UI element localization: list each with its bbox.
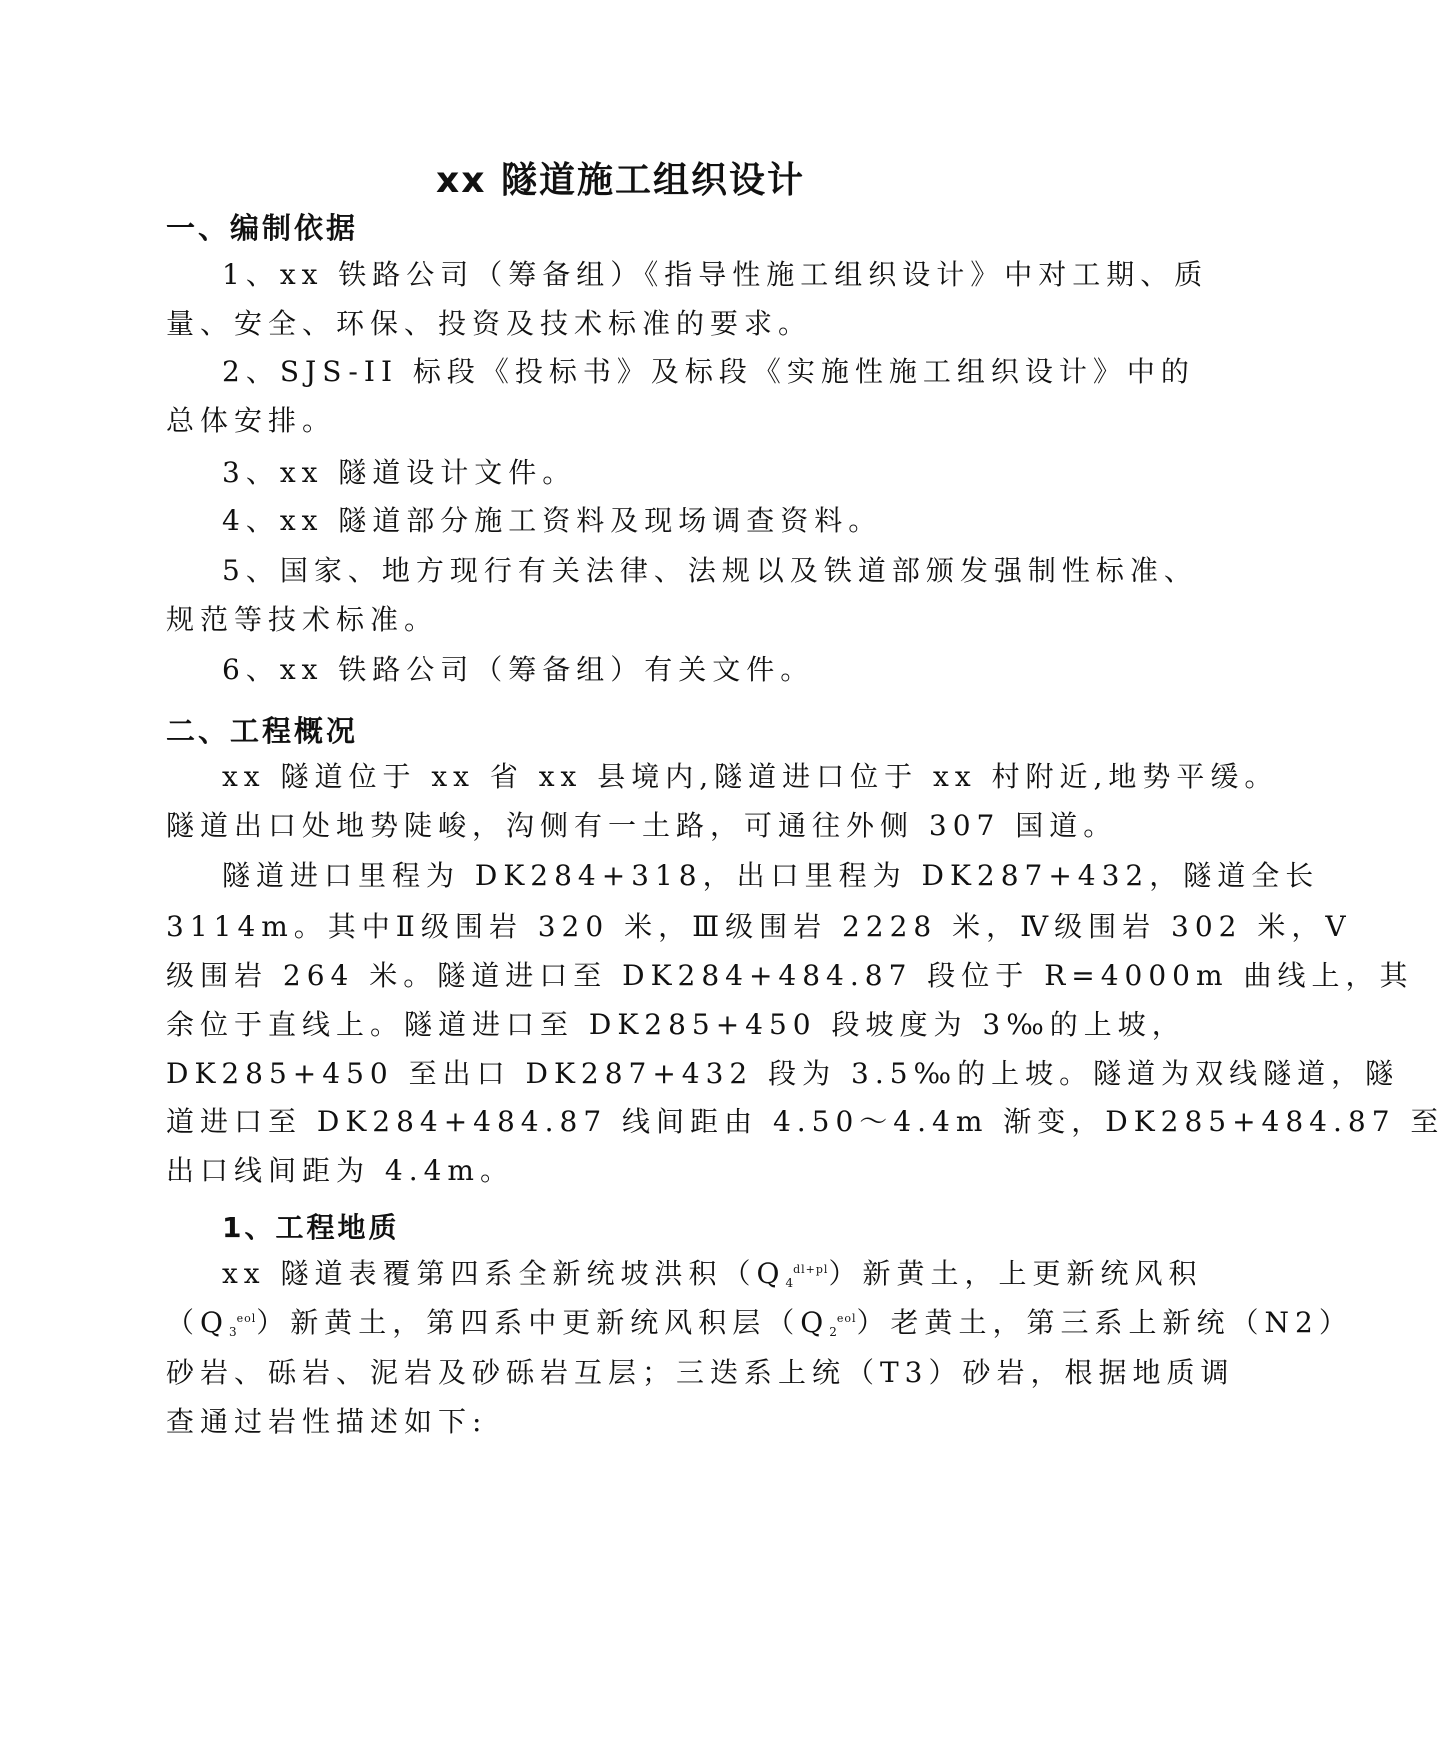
geology-line-1-text-b: ）新黄土，上更新统风积 (828, 1257, 1203, 1290)
geology-line-4: 查通过岩性描述如下: (166, 1405, 488, 1438)
basis-item-2-line-1: 2、SJS-II 标段《投标书》及标段《实施性施工组织设计》中的 (222, 355, 1195, 388)
document-title: xx 隧道施工组织设计 (436, 160, 805, 201)
q2-subscript: 2 (829, 1325, 837, 1339)
basis-item-6: 6、xx 铁路公司（筹备组）有关文件。 (222, 653, 815, 686)
geology-line-1-text-a: xx 隧道表覆第四系全新统坡洪积（Q (222, 1257, 786, 1290)
overview-p2-line-3: 级围岩 264 米。隧道进口至 DK284+484.87 段位于 R=4000m 曲线上，其 (166, 959, 1414, 992)
basis-item-5-line-2: 规范等技术标准。 (166, 603, 439, 636)
basis-item-3: 3、xx 隧道设计文件。 (222, 456, 577, 489)
q3-subscript: 3 (228, 1325, 237, 1339)
section-heading-overview: 二、工程概况 (166, 714, 359, 748)
basis-item-2-line-2: 总体安排。 (166, 404, 337, 437)
q4-superscript: dl+pl (793, 1263, 829, 1276)
section-heading-basis: 一、编制依据 (166, 211, 359, 245)
overview-p1-line-1: xx 隧道位于 xx 省 xx 县境内,隧道进口位于 xx 村附近,地势平缓。 (222, 760, 1279, 793)
geology-line-2-text-b: ）新黄土，第四系中更新统风积层（Q (256, 1306, 830, 1339)
geology-line-2-text-c: ）老黄土，第三系上新统（N2） (856, 1306, 1353, 1339)
overview-p2-line-1: 隧道进口里程为 DK284+318，出口里程为 DK287+432，隧道全长 (222, 859, 1320, 892)
basis-item-1-line-1: 1、xx 铁路公司（筹备组）《指导性施工组织设计》中对工期、质 (222, 258, 1209, 291)
subsection-heading-geology: 1、工程地质 (222, 1211, 400, 1244)
geology-line-3: 砂岩、砾岩、泥岩及砂砾岩互层；三迭系上统（T3）砂岩，根据地质调 (166, 1356, 1235, 1389)
q3-superscript: eol (236, 1312, 257, 1325)
geology-line-2-text-a: （Q (166, 1306, 229, 1339)
overview-p2-line-2: 3114m。其中Ⅱ级围岩 320 米，Ⅲ级围岩 2228 米，Ⅳ级围岩 302 米，Ⅴ (166, 910, 1352, 943)
basis-item-4: 4、xx 隧道部分施工资料及现场调查资料。 (222, 504, 883, 537)
overview-p2-line-7: 出口线间距为 4.4m。 (166, 1154, 514, 1187)
q2-superscript: eol (836, 1312, 857, 1325)
overview-p2-line-5: DK285+450 至出口 DK287+432 段为 3.5‰的上坡。隧道为双线隧道，隧 (166, 1057, 1400, 1090)
overview-p2-line-4: 余位于直线上。隧道进口至 DK285+450 段坡度为 3‰的上坡， (166, 1008, 1186, 1041)
overview-p1-line-2: 隧道出口处地势陡峻，沟侧有一土路，可通往外侧 307 国道。 (166, 809, 1118, 842)
basis-item-5-line-1: 5、国家、地方现行有关法律、法规以及铁道部颁发强制性标准、 (222, 554, 1198, 587)
q4-subscript: 4 (785, 1276, 794, 1290)
overview-p2-line-6: 道进口至 DK284+484.87 线间距由 4.50～4.4m 渐变，DK285+484.87 至 (166, 1105, 1444, 1138)
geology-line-1 (222, 1257, 1202, 1291)
geology-line-2 (166, 1306, 1353, 1340)
basis-item-1-line-2: 量、安全、环保、投资及技术标准的要求。 (166, 307, 813, 340)
